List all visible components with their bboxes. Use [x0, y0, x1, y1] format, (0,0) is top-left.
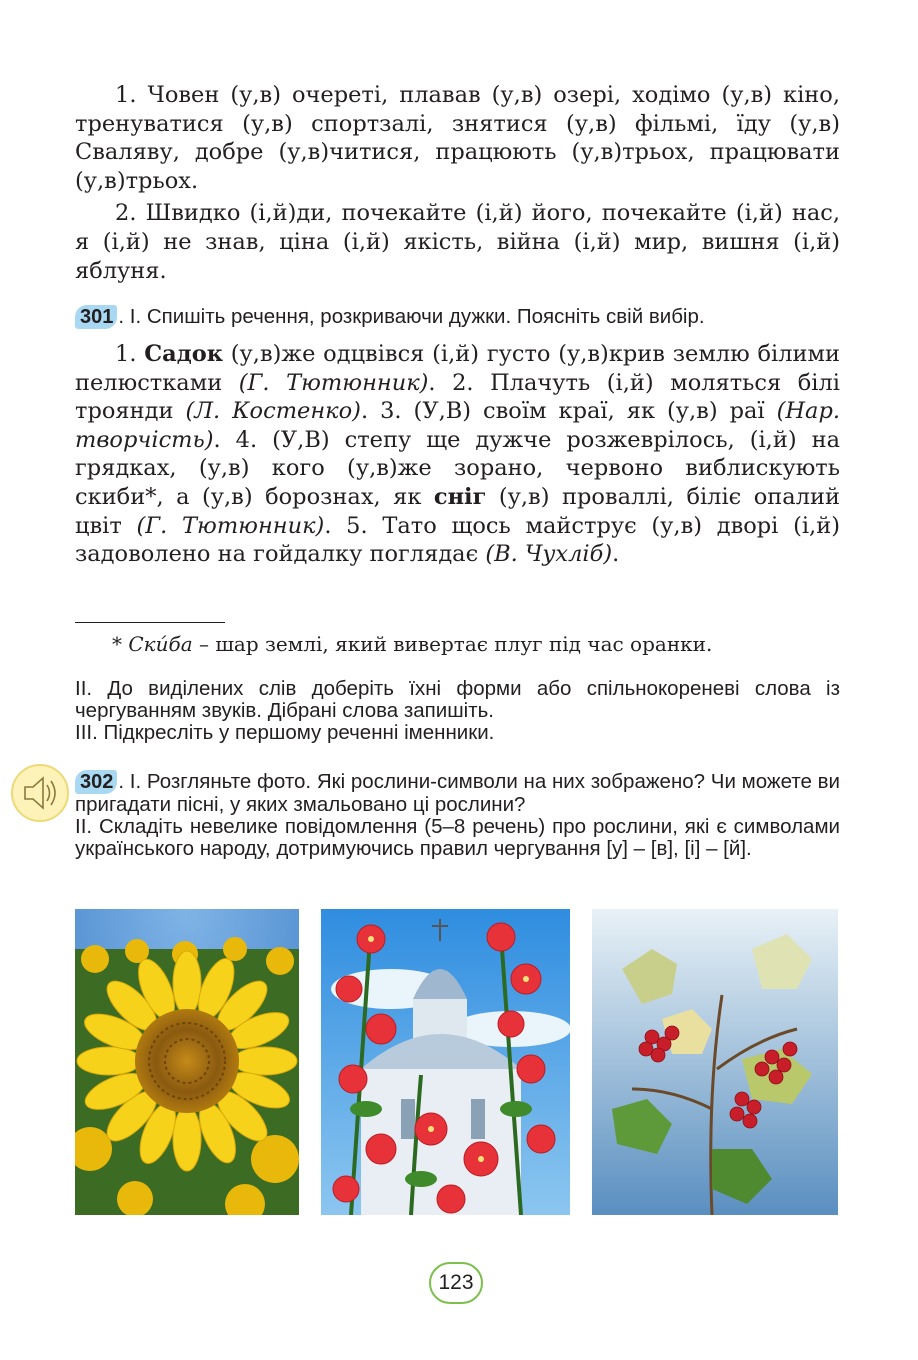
audio-speaker-icon[interactable]: [11, 764, 69, 822]
source-citation: (Нар. творчість): [75, 398, 841, 453]
exercise-300-item-1: 1. Човен (у,в) очереті, плавав (у,в) озері, ходімо (у,в) кіно, тренуватися (у,в) спортзалі, знятися (у,в) фільмі, їду (у,в) Сваляву, добре (у,в)читися, працюють (у,в)трьох, працювати (у,в)трьох.: [75, 82, 840, 194]
footnote-term: Ски́ба: [128, 632, 193, 656]
footnote: * Ски́ба – шар землі, який вивертає плуг під час оранки.: [112, 632, 713, 656]
exercise-301-number: 301: [75, 305, 117, 329]
exercise-301-subtasks: [75, 678, 840, 744]
source-citation: (Г. Тютюнник): [238, 369, 429, 396]
exercise-301-task-3: ІІІ. Підкресліть у першому реченні іменники.: [75, 721, 495, 744]
exercise-301-text: [75, 340, 840, 569]
page-number: 123: [429, 1262, 483, 1304]
sunflower-photo: [75, 909, 299, 1215]
exercise-302-task-2: ІІ. Складіть невелике повідомлення (5–8 речень) про рослини, які є символами українського народу, дотримуючись правил чергування [у] – [в], [і] – [й].: [75, 815, 840, 860]
mallow-church-photo: [321, 909, 570, 1215]
exercise-302-task: [75, 770, 840, 860]
highlighted-word-sadok: Садок: [144, 341, 223, 367]
exercise-301-instruction: . І. Спишіть речення, розкриваючи дужки. Поясніть свій вибір.: [118, 305, 705, 328]
footnote-divider: [75, 622, 225, 623]
viburnum-photo: [592, 909, 838, 1215]
exercise-300-item-2: 2. Швидко (і,й)ди, почекайте (і,й) його, почекайте (і,й) нас, я (і,й) не знав, ціна (і,й) якість, війна (і,й) мир, вишня (і,й) яблуня.: [75, 200, 840, 284]
exercise-302-task-1: 302 . І. Розгляньте фото. Які рослини-символи на них зображено? Чи можете ви пригадати пісні, у яких змальовано ці рослини?: [75, 770, 840, 816]
source-citation: (Г. Тютюнник): [136, 512, 325, 539]
exercise-301-sentences: 1. Садок (у,в)же одцвівся (і,й) густо (у,в)крив землю білими пелюстками (Г. Тютюнник). 2. Плачуть (і,й) моляться білі троянди (Л. Костенко). 3. (У,В) своїм краї, як (у,в) раї (Нар. творчість). 4. (У,В) степу ще дужче розжеврілось, (і,й) на грядках, (у,в) кого (у,в)же зорано, червоно виблискують скиби*, а (у,в) борознах, як сніг (у,в) проваллі, біліє опалий цвіт (Г. Тютюнник). 5. Тато щось майструє (у,в) дворі (і,й) задоволено на гойдалку поглядає (В. Чухліб).: [75, 341, 841, 568]
highlighted-word-snih: сніг: [433, 483, 487, 510]
exercise-300-text: [75, 81, 840, 285]
exercise-301-task-2: ІІ. До виділених слів доберіть їхні форми або спільнокореневі слова із чергуванням звуків. Дібрані слова запишіть.: [75, 677, 840, 722]
exercise-301-task: [75, 305, 840, 329]
exercise-302-number: 302: [75, 770, 117, 794]
source-citation: (Л. Костенко): [185, 398, 361, 425]
source-citation: (В. Чухліб): [485, 541, 613, 568]
